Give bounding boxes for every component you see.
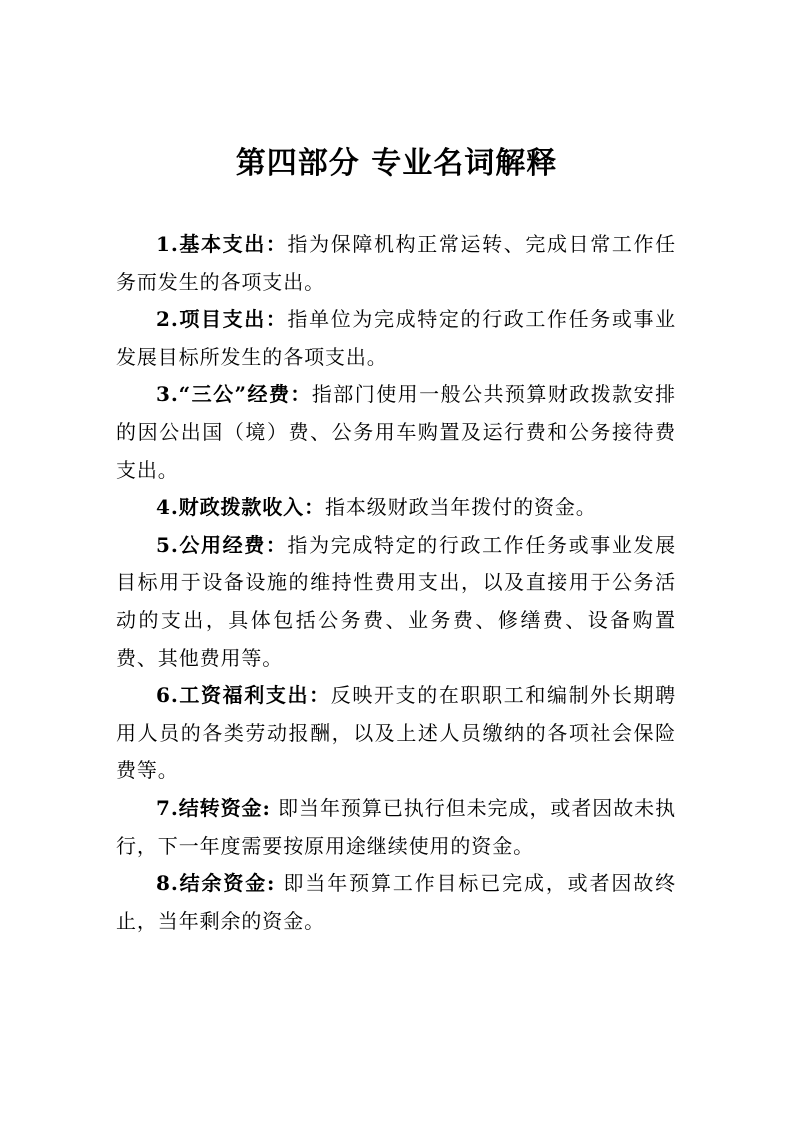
definition-item (116, 527, 676, 677)
definition-item (116, 865, 676, 940)
definition-text: 指部门使用一般公共预算财政拨款安排的因公出国（境）费、公务用车购置及运行费和公务接待费支出。 (116, 382, 676, 482)
definition-term: 2.项目支出： (156, 307, 288, 332)
definition-item (116, 226, 676, 301)
definition-item (116, 489, 676, 527)
definition-text: 指本级财政当年拨付的资金。 (324, 495, 597, 520)
definition-text: 即当年预算工作目标已完成，或者因故终止，当年剩余的资金。 (116, 871, 676, 933)
definitions-list (116, 226, 676, 940)
definition-term: 7.结转资金: (156, 795, 271, 820)
definition-term: 1.基本支出： (156, 232, 288, 256)
definition-item (116, 301, 676, 376)
definition-item (116, 677, 676, 790)
definition-item (116, 790, 676, 865)
definition-text: 指单位为完成特定的行政工作任务或事业发展目标所发生的各项支出。 (116, 307, 676, 369)
definition-term: 8.结余资金: (156, 871, 276, 896)
definition-text: 反映开支的在职职工和编制外长期聘用人员的各类劳动报酬，以及上述人员缴纳的各项社会保险费等。 (116, 683, 676, 783)
definition-text: 指为完成特定的行政工作任务或事业发展目标用于设备设施的维持性费用支出，以及直接用于公务活动的支出，具体包括公务费、业务费、修缮费、设备购置费、其他费用等。 (116, 532, 676, 670)
definition-item (116, 376, 676, 489)
definition-term: 5.公用经费： (156, 532, 288, 557)
page-title: 第四部分 专业名词解释 (235, 146, 558, 181)
definition-term: 6.工资福利支出： (156, 683, 331, 708)
definition-text: 指为保障机构正常运转、完成日常工作任务而发生的各项支出。 (116, 232, 676, 294)
definition-term: 3.“三公”经费： (156, 382, 312, 407)
definition-term: 4.财政拨款收入： (156, 495, 325, 520)
definition-text: 即当年预算已执行但未完成，或者因故未执行，下一年度需要按原用途继续使用的资金。 (116, 795, 677, 858)
